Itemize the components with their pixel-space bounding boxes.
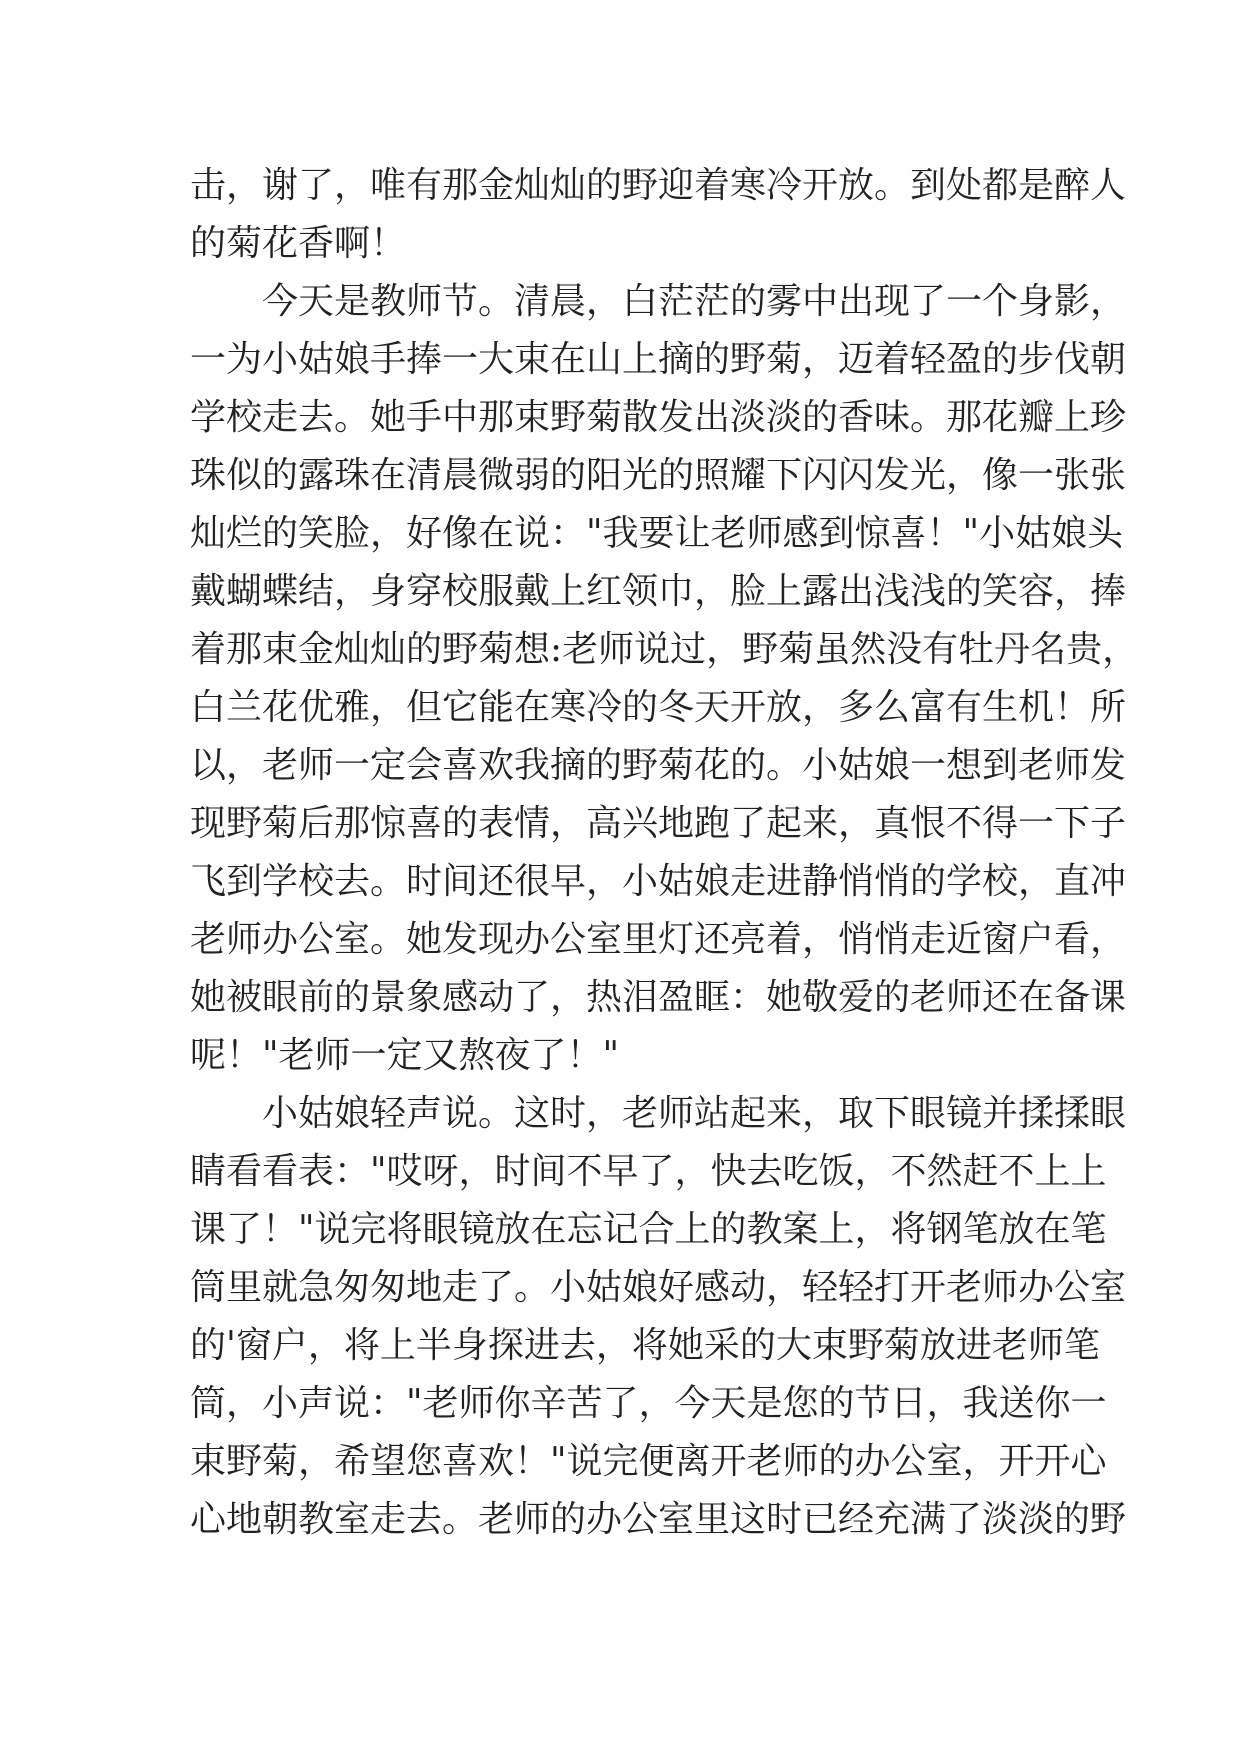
text-line: 现野菊后那惊喜的表情，高兴地跑了起来，真恨不得一下子 — [190, 803, 1127, 844]
text-line: 老师办公室。她发现办公室里灯还亮着，悄悄走近窗户看， — [190, 919, 1127, 960]
text-line: 睛看看表："哎呀，时间不早了，快去吃饭，不然赶不上上 — [190, 1151, 1107, 1192]
text-line: 击，谢了，唯有那金灿灿的野迎着寒冷开放。到处都是醉人 — [190, 165, 1127, 206]
text-line: 今天是教师节。清晨，白茫茫的雾中出现了一个身影， — [190, 281, 1127, 322]
text-line: 灿烂的笑脸，好像在说："我要让老师感到惊喜！"小姑娘头 — [190, 513, 1124, 554]
text-line: 小姑娘轻声说。这时，老师站起来，取下眼镜并揉揉眼 — [190, 1093, 1127, 1134]
document-body — [190, 157, 1139, 1549]
text-line: 的'窗户，将上半身探进去，将她采的大束野菊放进老师笔 — [190, 1325, 1100, 1366]
text-line: 她被眼前的景象感动了，热泪盈眶：她敬爱的老师还在备课 — [190, 977, 1127, 1018]
text-line: 珠似的露珠在清晨微弱的阳光的照耀下闪闪发光，像一张张 — [190, 455, 1127, 496]
text-line: 筒里就急匆匆地走了。小姑娘好感动，轻轻打开老师办公室 — [190, 1267, 1127, 1308]
text-line: 着那束金灿灿的野菊想:老师说过，野菊虽然没有牡丹名贵， — [190, 629, 1139, 670]
text-line: 学校走去。她手中那束野菊散发出淡淡的香味。那花瓣上珍 — [190, 397, 1127, 438]
text-line: 飞到学校去。时间还很早，小姑娘走进静悄悄的学校，直冲 — [190, 861, 1127, 902]
text-line: 筒，小声说："老师你辛苦了，今天是您的节日，我送你一 — [190, 1383, 1107, 1424]
text-line: 一为小姑娘手捧一大束在山上摘的野菊，迈着轻盈的步伐朝 — [190, 339, 1127, 380]
text-line: 以，老师一定会喜欢我摘的野菊花的。小姑娘一想到老师发 — [190, 745, 1127, 786]
text-line: 戴蝴蝶结，身穿校服戴上红领巾，脸上露出浅浅的笑容，捧 — [190, 571, 1127, 612]
text-line: 呢！"老师一定又熬夜了！" — [190, 1035, 620, 1076]
text-line: 白兰花优雅，但它能在寒冷的冬天开放，多么富有生机！所 — [190, 687, 1127, 728]
text-line: 束野菊，希望您喜欢！"说完便离开老师的办公室，开开心 — [190, 1441, 1107, 1482]
text-line: 的菊花香啊！ — [190, 223, 407, 264]
text-line: 心地朝教室走去。老师的办公室里这时已经充满了淡淡的野 — [190, 1499, 1127, 1540]
text-line: 课了！"说完将眼镜放在忘记合上的教案上，将钢笔放在笔 — [190, 1209, 1107, 1250]
